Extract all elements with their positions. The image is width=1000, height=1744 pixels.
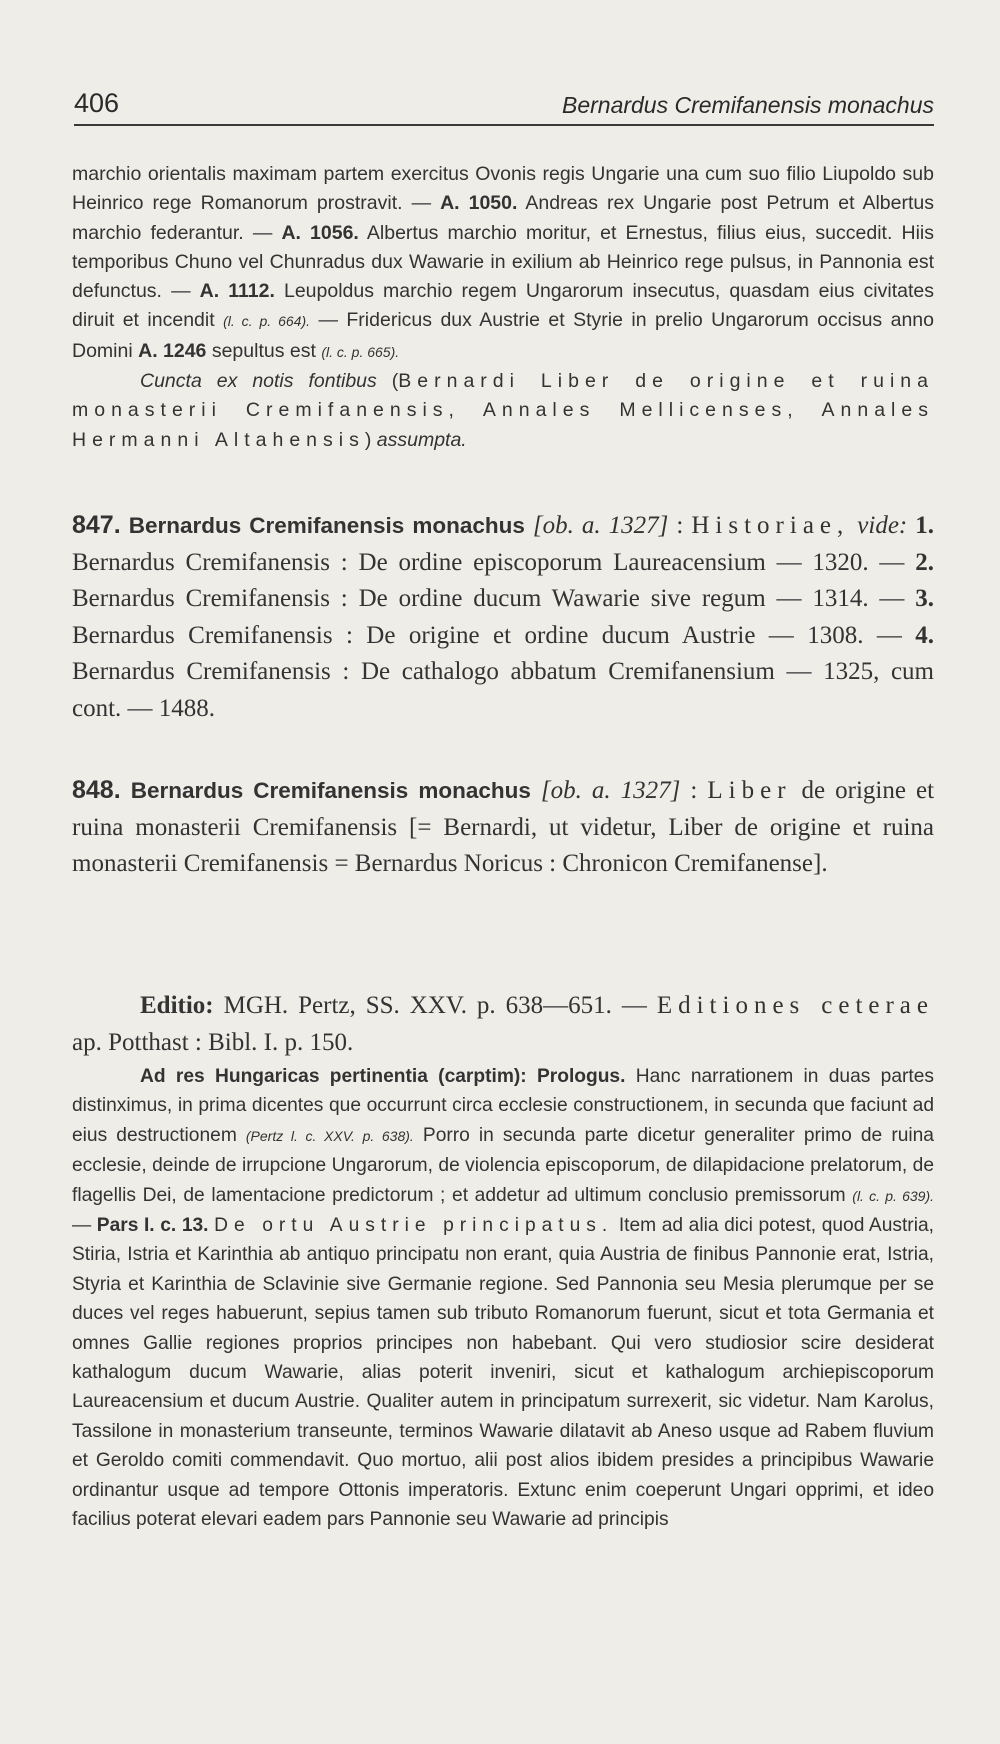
entry-date: [ob. a. 1327] [532, 512, 669, 539]
entry-date: [ob. a. 1327] [540, 777, 681, 804]
sources-note: Cuncta ex notis fontibus (Bernardi Liber de origine et ruina monasterii Cremifanensis, Annales Mellicenses, Annales Hermanni Altahensis) assumpta. [72, 370, 934, 451]
citation: (l. c. p. 665). [321, 343, 400, 360]
entry-label: Historiae, [691, 512, 850, 539]
editio-label: Editio: [140, 992, 214, 1019]
year-marker: A. 1050. [440, 192, 518, 215]
year-marker: A. 1056. [281, 221, 359, 244]
citation: (Pertz l. c. XXV. p. 638). [245, 1127, 414, 1144]
pars-marker: Pars I. c. 13. [96, 1215, 209, 1237]
entry-title: Liber [707, 777, 792, 804]
chapter-title: De ortu Austrie principatus. [214, 1215, 614, 1237]
intro-paragraph: marchio orientalis maximam partem exercitus Ovonis regis Ungarie una cum suo filio Liupoldo sub Heinrico rege Romanorum prostravit. — A. 1050. Andreas rex Ungarie post Petrum et Albertus marchio federantur. — A. 1056. Albertus marchio moritur, et Ernestus, filius eius, succedit. Hiis temporibus Chuno vel Chunradus dux Wawarie in exilium ab Heinrico rege pulsus, in Pannonia est defunctus. — A. 1112. Leupoldus marchio regem Ungarorum insecutus, quasdam eius civitates diruit et incendit (l. c. p. 664). — Fridericus dux Austrie et Styrie in prelio Ungarorum occisus anno Domini A. 1246 sepultus est (l. c. p. 665). Cuncta ex notis fontibus (Bernardi Liber de origine et ruina monasterii Cremifanensis, Annales Mellicenses, Annales Hermanni Altahensis) assumpta. [72, 160, 934, 455]
year-marker: A. 1112. [199, 280, 275, 303]
excerpt-paragraph: Ad res Hungaricas pertinentia (carptim): Prologus. Hanc narrationem in duas partes distinximus, in prima dicentes que occurrunt circa ecclesie constructionem, in secunda que faciunt ad eius destructionem (Pertz l. c. XXV. p. 638). Porro in secunda parte dicetur generaliter primo de ruina ecclesie, deinde de irrupcione Ungarorum, de violencia episcoporum, de dilapidacione prelatorum, de flagellis Dei, de lamentacione predictorum ; et addetur ad ultimum conclusio premissorum (l. c. p. 639). — Pars I. c. 13. De ortu Austrie principatus. Item ad alia dici potest, quod Austria, Stiria, Istria et Karinthia ab antiquo principatu non erant, quia Austria de finibus Pannonie erat, Istria, Styria et Karinthia de Sclavinie sive Germanie regione. Sed Pannonia seu Mesia plerumque per se duces vel reges habuerunt, sepius tamen sub tributo Romanorum fuerunt, sicut et tota Germania et omnes Gallie regiones proprios principes non habebant. Qui vero studiosior scire desiderat kathalogum ducum Wawarie, alias poterit inveniri, sicut et kathalogum archiepiscoporum Laureacensium et ducum Austrie. Qualiter autem in principatum surrexerit, sic videtur. Nam Karolus, Tassilone in monasterium transeunte, terminos Wawarie dilatavit ab Aneso usque ad Rabem fluvium et Geroldo comiti commendavit. Quo mortuo, alii post alios ibidem presides a principibus Wawarie ordinantur usque ad tempore Ottonis imperatoris. Extunc enim coeperunt Ungari opprimi, et ideo facilius poterat elevari eadem pars Pannonie seu Wawarie ad principis [72, 1066, 934, 1531]
entry-847: 847. Bernardus Cremifanensis monachus [ob. a. 1327] : Historiae, vide: 1. Bernardus Cremifanensis : De ordine episcoporum Laureacensium — 1320. — 2. Bernardus Cremifanensis : De ordine ducum Wawarie sive regum — 1314. — 3. Bernardus Cremifanensis : De origine et ordine ducum Austrie — 1308. — 4. Bernardus Cremifanensis : De cathalogo abbatum Cremifanensium — 1325, cum cont. — 1488. [72, 511, 935, 722]
page-number: 406 [74, 88, 120, 118]
entry-848: 848. Bernardus Cremifanensis monachus [ob. a. 1327] : Liber de origine et ruina monasterii Cremifanensis [= Bernardi, ut videtur, Liber de origine et ruina monasterii Cremifanensis = Bernardus Noricus : Chronicon Cremifanense]. [72, 776, 935, 877]
running-title: Bernardus Cremifanensis monachus [561, 92, 934, 118]
entry-number: 848. [72, 776, 121, 804]
entry-author: Bernardus Cremifanensis monachus [128, 513, 525, 538]
page-header [74, 88, 934, 126]
excerpt-heading: Ad res Hungaricas pertinentia (carptim): Prologus. [140, 1066, 626, 1087]
editio-line: Editio: MGH. Pertz, SS. XXV. p. 638—651. — Editiones ceterae ap. Potthast : Bibl. I. p. 150. [72, 992, 934, 1056]
citation: (l. c. p. 639). [852, 1187, 934, 1204]
entry-author: Bernardus Cremifanensis monachus [130, 778, 531, 803]
citation: (l. c. p. 664). [223, 313, 310, 330]
entry-number: 847. [72, 511, 121, 539]
year-marker: A. 1246 [138, 339, 207, 362]
spaced-sources: Bernardi Liber de origine et ruina monasterii Cremifanensis, Annales Mellicenses, Annales Hermanni Altahensis [72, 370, 934, 451]
